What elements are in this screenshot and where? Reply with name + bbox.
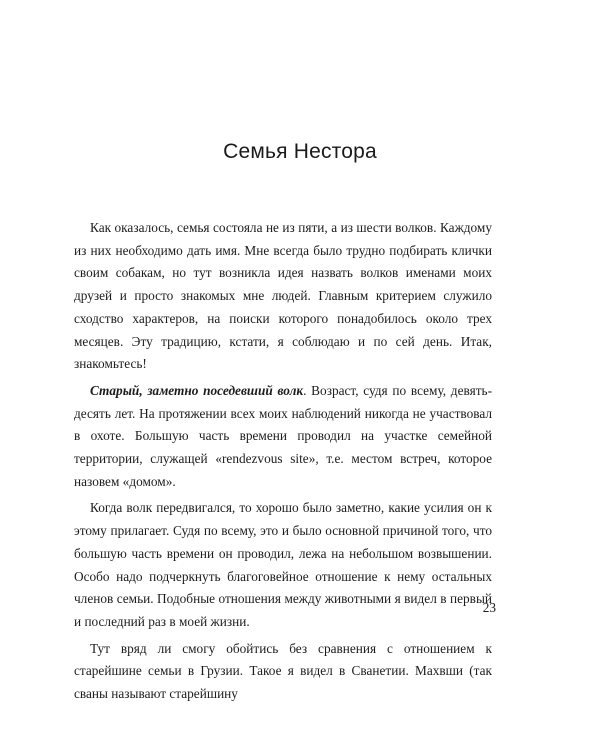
paragraph-3	[74, 497, 492, 633]
paragraph-text: Как оказалось, семья состояла не из пяти, а из шести волков. Каждому из них необходимо дать имя. Мне всегда было трудно подбирать клички своим собакам, но тут возникла идея назвать волков именами моих друзей и просто знакомых мне людей. Главным критерием служило сходство характеров, на поиски которого понадобилось около трех месяцев. Эту традицию, кстати, я соблюдаю и по сей день. Итак, знакомьтесь!	[74, 220, 492, 372]
paragraph-lead-emphasis: Старый, заметно поседевший волк	[90, 382, 304, 398]
paragraph-text: . Возраст, судя по всему, девять-десять лет. На протяжении всех моих наблюдений никогда не участвовал в охоте. Большую часть времени проводил на участке семейной территории, служащей «rendezvous site», т.е. местом встреч, которое назовем «домом».	[74, 382, 492, 489]
chapter-title: Семья Нестора	[223, 140, 377, 163]
page-number: 23	[482, 600, 496, 615]
body-text	[74, 217, 492, 710]
paragraph-1	[74, 217, 492, 376]
paragraph-2	[74, 380, 492, 494]
paragraph-4	[74, 638, 492, 706]
paragraph-text: Тут вряд ли смогу обойтись без сравнения с отношением к старейшине семьи в Грузии. Такое я видел в Сванетии. Махвши (так сваны называют старейшину	[74, 640, 492, 702]
paragraph-text: Когда волк передвигался, то хорошо было заметно, какие усилия он к этому прилагает. Судя по всему, это и было основной причиной того, что большую часть времени он проводил, лежа на небольшом возвышении. Особо надо подчеркнуть благоговейное отношение к нему остальных членов семьи. Подобные отношения между животными я видел в первый и последний раз в моей жизни.	[74, 500, 492, 629]
